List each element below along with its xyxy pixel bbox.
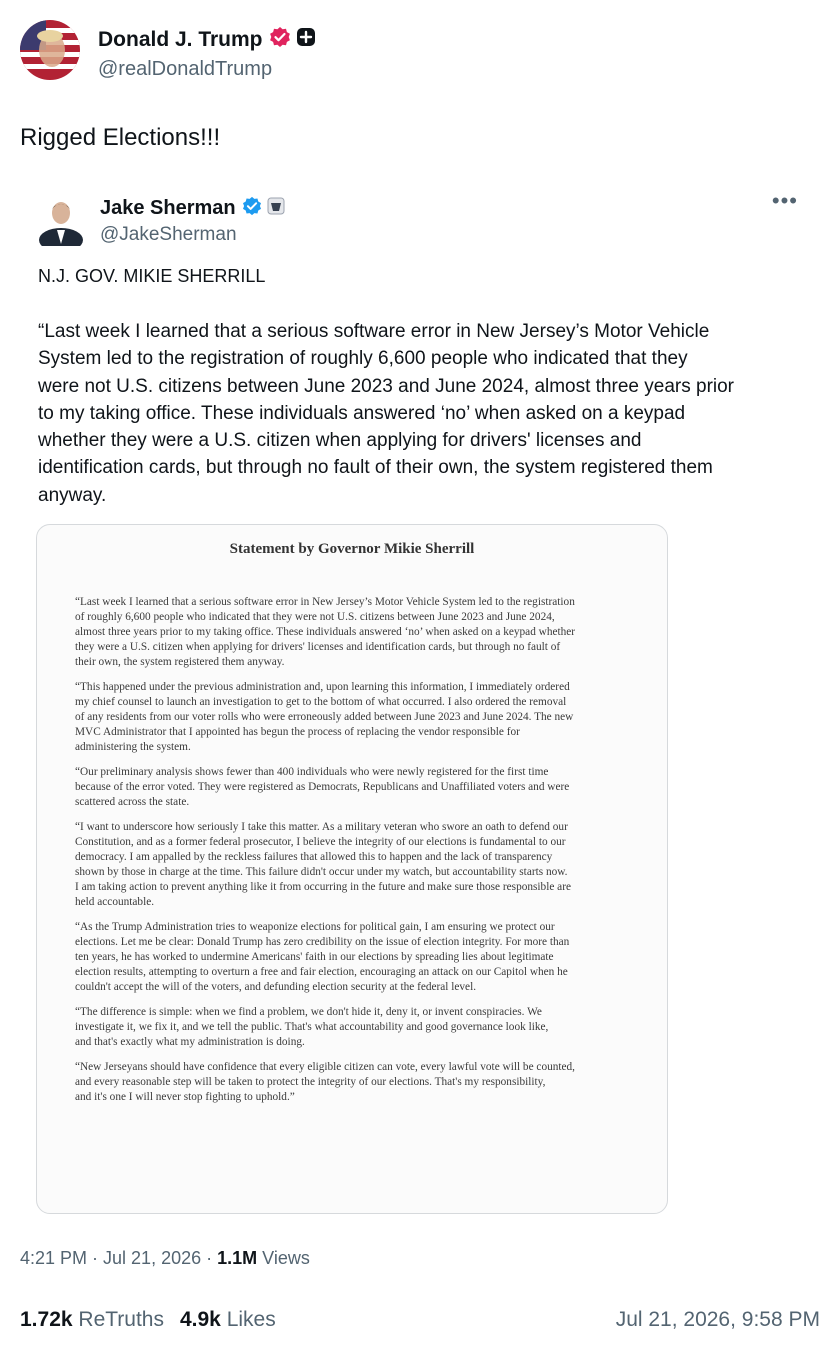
- post-stats: [20, 1308, 276, 1332]
- statement-paragraph: “This happened under the previous administration and, upon learning this information, I immediately ordered my chief counsel to launch an investigation to get to the bottom of what occurred. I also ordered the removal of any residents from our voter rolls who were erroneously added between June 2023 and June 2024. The new MVC Administrator that I appointed has begun the process of replacing the vendor responsible for administering the system.: [75, 681, 574, 753]
- more-options-icon[interactable]: •••: [771, 188, 798, 213]
- post-text: Rigged Elections!!!: [20, 124, 221, 151]
- post-meta: [20, 1248, 310, 1269]
- post-time: 4:21 PM · Jul 21, 2026 ·: [20, 1248, 218, 1268]
- quoted-post-header: [38, 188, 798, 256]
- statement-paragraph: “I want to underscore how seriously I take this matter. As a military veteran who swore an oath to defend our Constitution, and as a former federal prosecutor, I believe the integrity of our elections is fundamental to our democracy. I am appalled by the reckless failures that allowed this to happen and the lack of transparency shown by those in charge at the time. This failure didn't occur under my watch, but accountability starts now. I am taking action to prevent anything like it from occurring in the future and make sure those responsible are held accountable.: [75, 821, 571, 908]
- quoted-post-text: “Last week I learned that a serious software error in New Jersey’s Motor Vehicle System led to the registration of roughly 6,600 people who indicated that they were not U.S. citizens between June 2023 and June 2024, almost three years prior to my taking office. These individuals answered ‘no’ when asked on a keypad whether they were a U.S. citizen when applying for drivers' licenses and identification cards, but through no fault of their own, the system registered them anyway.: [38, 321, 735, 506]
- verified-badge-icon: [269, 26, 291, 53]
- retruths-label: ReTruths: [72, 1308, 164, 1331]
- retruths-count: 1.72k: [20, 1308, 73, 1331]
- verified-badge-icon: [242, 196, 262, 221]
- quoted-author-avatar[interactable]: [38, 196, 84, 246]
- post-header: [20, 20, 820, 82]
- statement-paragraph: “As the Trump Administration tries to weaponize elections for political gain, I am ensuring we protect our elections. Let me be clear: Donald Trump has zero credibility on the issue of election integrity. For more than ten years, he has worked to undermine Americans' faith in our elections by spreading lies about legitimate election results, attempting to overturn a free and fair election, encouraging an attack on our Capitol when he couldn't accept the will of the voters, and defunding election security at the federal level.: [75, 921, 570, 993]
- quoted-author-name[interactable]: Jake Sherman: [100, 197, 236, 219]
- likes-count: 4.9k: [179, 1308, 221, 1331]
- author-avatar[interactable]: [20, 20, 80, 80]
- statement-paragraph: “The difference is simple: when we find a problem, we don't hide it, deny it, or invent conspiracies. We investigate it, we fix it, and we tell the public. That's what accountability and good governance look like, and that's exactly what my administration is doing.: [75, 1006, 549, 1048]
- statement-paragraph: “New Jerseyans should have confidence that every eligible citizen can vote, every lawful vote will be counted, and every reasonable step will be taken to protect the integrity of our elections. That's my responsibility, and it's one I will never stop fighting to uphold.”: [75, 1061, 576, 1103]
- views-count: 1.1M: [217, 1248, 258, 1268]
- statement-paragraph: “Last week I learned that a serious software error in New Jersey’s Motor Vehicle System led to the registration of roughly 6,600 people who indicated that they were not U.S. citizens between June 2023 and June 2024, almost three years prior to my taking office. These individuals answered ‘no’ when asked on a keypad whether they were a U.S. citizen when applying for drivers' licenses and identification cards, but through no fault of their own, the system registered them anyway.: [75, 596, 576, 668]
- likes-label: Likes: [220, 1308, 276, 1331]
- statement-paragraph: “Our preliminary analysis shows fewer than 400 individuals who were newly registered for the first time because of the error voted. They were registered as Democrats, Republicans and Unaffiliated voters and were scattered across the state.: [75, 766, 570, 808]
- author-handle[interactable]: @realDonaldTrump: [98, 58, 273, 80]
- affiliate-badge-icon: [267, 197, 285, 220]
- quoted-author-handle[interactable]: @JakeSherman: [100, 224, 237, 245]
- quoted-post-body: [38, 318, 808, 509]
- plus-badge-icon: [296, 27, 316, 52]
- likes-stat[interactable]: [180, 1308, 276, 1331]
- quoted-post-heading: N.J. GOV. MIKIE SHERRILL: [38, 266, 266, 286]
- statement-image[interactable]: [36, 524, 668, 1214]
- views-label: Views: [257, 1248, 310, 1268]
- retruths-stat[interactable]: [20, 1308, 164, 1331]
- statement-title: Statement by Governor Mikie Sherrill: [229, 541, 475, 557]
- author-name[interactable]: Donald J. Trump: [98, 27, 263, 51]
- capture-timestamp: Jul 21, 2026, 9:58 PM: [615, 1308, 820, 1331]
- statement-text: [75, 595, 665, 1115]
